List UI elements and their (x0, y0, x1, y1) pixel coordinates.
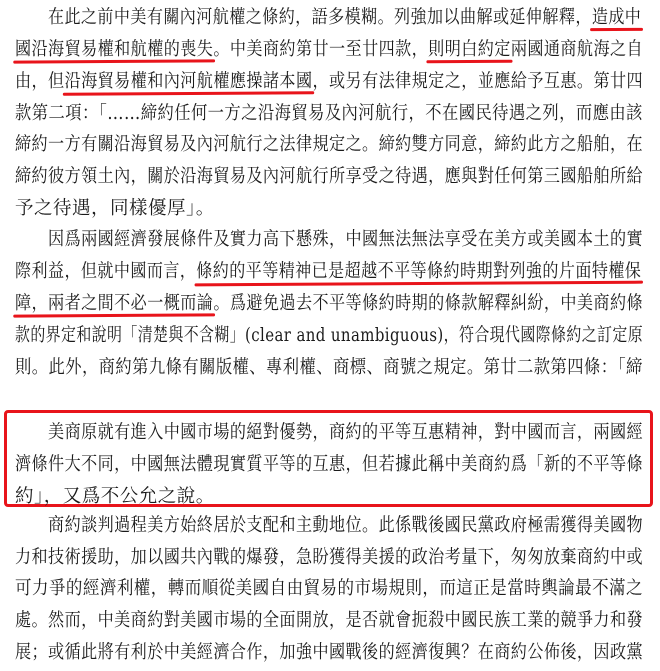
p2-line-1 (15, 226, 643, 254)
text-run: 商約談判過程美方始終居於支配和主動地位。此係戰後國民黨政府極需獲得美國物 (15, 515, 644, 536)
p3-line-1 (15, 419, 643, 447)
p1-line-2 (15, 36, 643, 64)
p4-line-4 (15, 607, 643, 635)
p2-line-3 (15, 290, 643, 318)
text-run: 美商原就有進入中國市場的絕對優勢，商約的平等互惠精神，對中國而言，兩國經 (15, 422, 644, 443)
text-run: 兩國通商航海之自 (510, 39, 644, 60)
text-run: 約」，又爲不公允之說。 (15, 486, 215, 507)
text-run: 締約彼方領土內，關於沿海貿易及內河航行所享受之待遇，應與對任何第三國船舶所給 (15, 166, 644, 187)
text-run: 由，但 (15, 71, 65, 92)
text-run: 締約一方有關沿海貿易及內河航行之法律規定之。締約雙方同意，締約此方之船舶，在 (15, 134, 644, 155)
p1-line-7 (15, 195, 215, 223)
text-run: 款第二項：「……締約任何一方之沿海貿易及內河航行，不在國民待遇之列，而應由該 (15, 103, 643, 124)
text-run: 則。此外，商約第九條有關版權、專利權、商標、商號之規定。第廿二款第四條：「締 (15, 357, 643, 378)
underlined-phrase: 國沿海貿易權和航權的喪失 (15, 39, 214, 60)
text-run: 。中美商約第廿一至廿四款， (213, 39, 429, 60)
text-run: 濟條件大不同，中國無法體現實質平等的互惠，但若據此稱中美商約爲「新的不平等條 (15, 454, 644, 475)
text-run: 因爲兩國經濟發展條件及實力高下懸殊，中國無法無法享受在美方或美國本土的實 (15, 229, 644, 250)
underlined-phrase: 則明白約定 (428, 39, 511, 60)
text-run: 在此之前中美有關內河航權之條約，語多模糊。列強加以曲解或延伸解釋， (15, 7, 592, 28)
p1-line-4 (15, 100, 643, 128)
p1-line-5 (15, 131, 643, 159)
p2-line-5 (15, 354, 643, 382)
underlined-phrase: 障，兩者之間不必一概而論 (15, 293, 214, 314)
text-run: 力和技術援助，加以國共內戰的爆發，急盼獲得美援的政治考量下，匆匆放棄商約中或 (15, 547, 644, 568)
text-run: 。爲避免過去不平等條約時期的條款解釋糾紛，中美商約條 (213, 293, 644, 314)
text-run: 際利益，但就中國而言， (15, 261, 197, 282)
p4-line-1 (15, 512, 643, 540)
underlined-phrase: 造成中 (591, 7, 642, 28)
p1-line-6 (15, 163, 643, 191)
text-run: 展；或循此將有利於中美經濟合作，加強中國戰後的經濟復興？在商約公佈後，因政黨 (15, 642, 644, 663)
text-run: 可力爭的經濟利權，轉而順從美國自由貿易的市場規則，而這正是當時輿論最不滿之 (15, 578, 644, 599)
p1-line-1 (15, 4, 641, 32)
underlined-phrase: 沿海貿易權和內河航權應操諸本國 (64, 71, 313, 92)
text-run: 予之待遇，同樣優厚」。 (15, 198, 215, 219)
p3-line-2 (15, 451, 643, 479)
p2-line-4 (15, 322, 643, 350)
p3-line-3 (15, 483, 215, 511)
text-run: 款的界定和說明「清楚與不含糊」(clear and unambiguous)，符合現代國際條約之訂定原 (15, 325, 644, 346)
text-run: ，或另有法律規定之，並應給予互惠。第廿四 (312, 71, 644, 92)
p4-line-5 (15, 639, 643, 667)
p4-line-2 (15, 544, 643, 572)
p2-line-2 (15, 258, 641, 286)
p1-line-3 (15, 68, 643, 96)
p4-line-3 (15, 575, 643, 603)
underlined-phrase: 條約的平等精神已是超越不平等條約時期對列強的片面特權保 (196, 261, 642, 282)
text-run: 處。然而，中美商約對美國市場的全面開放，是否就會扼殺中國民族工業的競爭力和發 (15, 610, 644, 631)
